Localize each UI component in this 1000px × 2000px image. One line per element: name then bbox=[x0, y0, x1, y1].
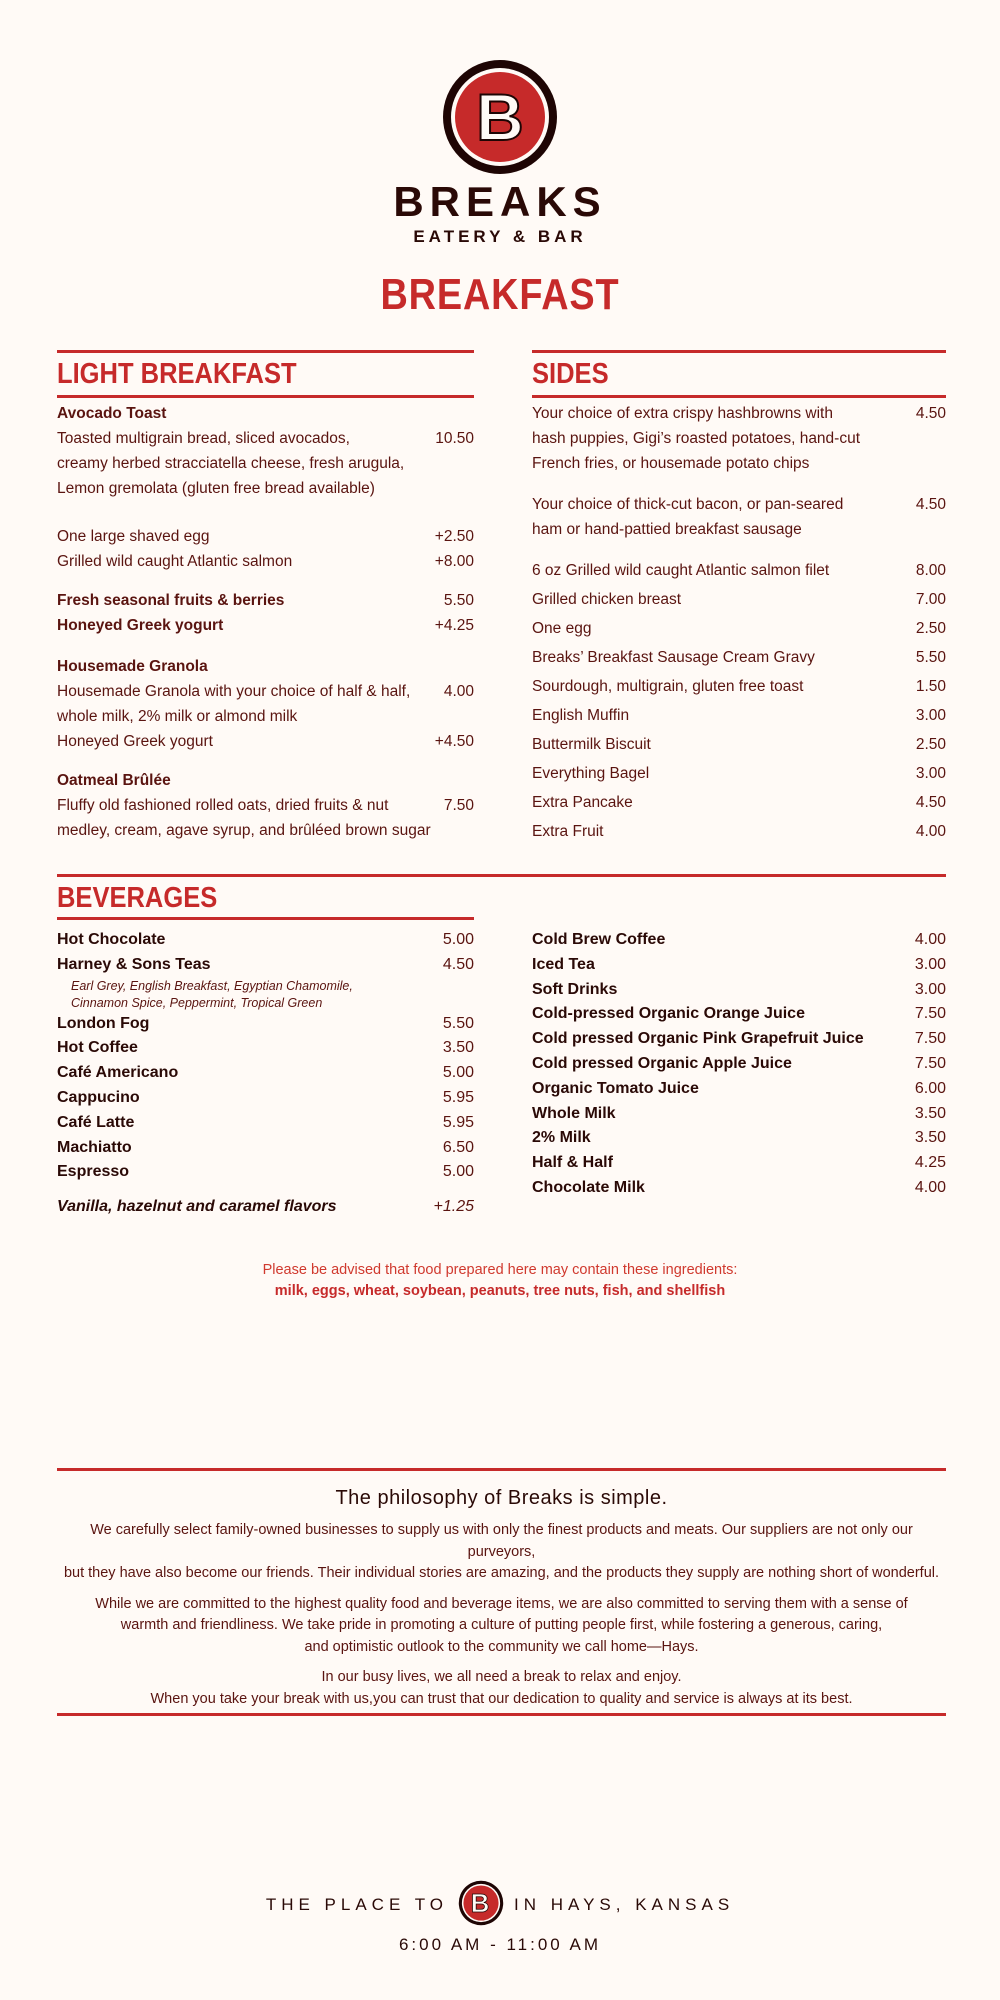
side-item: Breaks’ Breakfast Sausage Cream Gravy 5.50 bbox=[532, 649, 946, 666]
beverage-item: Cold pressed Organic Pink Grapefruit Juice 7.50 bbox=[532, 1030, 946, 1048]
side-item: English Muffin 3.00 bbox=[532, 707, 946, 724]
beverage-item: London Fog 5.50 bbox=[57, 1014, 474, 1032]
flavors-addon: Vanilla, hazelnut and caramel flavors +1.25 bbox=[57, 1198, 474, 1216]
footer-tagline: THE PLACE TO B IN HAYS, KANSAS bbox=[0, 1880, 1000, 1931]
side-item: Extra Pancake 4.50 bbox=[532, 794, 946, 811]
logo-letter: B bbox=[476, 80, 524, 154]
side-item: Sourdough, multigrain, gluten free toast 1.50 bbox=[532, 678, 946, 695]
beverage-item: Cold-pressed Organic Orange Juice 7.50 bbox=[532, 1005, 946, 1023]
menu-item: Toasted multigrain bread, sliced avocados, creamy herbed stracciatella cheese, fresh arugula, Lemon gremolata (gluten free bread available) 10.50 bbox=[57, 426, 474, 501]
philosophy-title: The philosophy of Breaks is simple. bbox=[335, 1487, 668, 1509]
beverage-item: Half & Half 4.25 bbox=[532, 1154, 946, 1172]
item-price: 10.50 bbox=[435, 430, 474, 447]
menu-item: Housemade Granola with your choice of half & half, whole milk, 2% milk or almond milk 4.00 bbox=[57, 683, 474, 725]
beverage-item: Hot Coffee 3.50 bbox=[57, 1039, 474, 1057]
side-item: Everything Bagel 3.00 bbox=[532, 765, 946, 782]
philosophy-block bbox=[57, 1487, 946, 1710]
beverage-item: Hot Chocolate 5.00 bbox=[57, 931, 474, 948]
beverage-item: Cappucino 5.95 bbox=[57, 1088, 474, 1106]
beverage-item: Espresso 5.00 bbox=[57, 1163, 474, 1181]
beverage-item: 2% Milk 3.50 bbox=[532, 1129, 946, 1147]
side-item: 6 oz Grilled wild caught Atlantic salmon filet 8.00 bbox=[532, 562, 946, 579]
section-heading: BEVERAGES bbox=[57, 874, 946, 917]
philosophy-paragraph: While we are committed to the highest quality food and beverage items, we are also committed to serving them with a sense of warmth and friendliness. We take pride in promoting a culture of putting people first, while fostering a generous, caring, and optimistic outlook to the community we call home—Hays. bbox=[95, 1595, 908, 1655]
side-item: Your choice of extra crispy hashbrowns with hash puppies, Gigi’s roasted potatoes, hand-cut French fries, or housemade potato chips 4.50 bbox=[532, 405, 946, 472]
menu-item: Fresh seasonal fruits & berries 5.50 bbox=[57, 592, 474, 609]
divider bbox=[57, 1468, 946, 1471]
beverage-item: Organic Tomato Juice 6.00 bbox=[532, 1079, 946, 1097]
menu-item: Fluffy old fashioned rolled oats, dried fruits & nut medley, cream, agave syrup, and brûléed brown sugar 7.50 bbox=[57, 797, 474, 839]
addon-item: Grilled wild caught Atlantic salmon +8.00 bbox=[57, 553, 474, 570]
brand-name: BREAKS bbox=[393, 178, 607, 225]
page-title: BREAKFAST bbox=[380, 270, 620, 319]
beverage-item: Chocolate Milk 4.00 bbox=[532, 1178, 946, 1196]
allergen-list: milk, eggs, wheat, soybean, peanuts, tree nuts, fish, and shellfish bbox=[274, 1283, 726, 1299]
item-title: Avocado Toast bbox=[57, 405, 167, 422]
breaks-logo bbox=[441, 58, 559, 176]
side-item: Grilled chicken breast 7.00 bbox=[532, 591, 946, 608]
beverage-item: Soft Drinks 3.00 bbox=[532, 980, 946, 998]
svg-text:B: B bbox=[470, 1889, 492, 1918]
item-title: Oatmeal Brûlée bbox=[57, 772, 171, 789]
item-title: Housemade Granola bbox=[57, 658, 208, 675]
brand-subtitle: EATERY & BAR bbox=[413, 227, 587, 246]
side-item: One egg 2.50 bbox=[532, 620, 946, 637]
beverage-item: Café Americano 5.00 bbox=[57, 1064, 474, 1082]
addon-item: Honeyed Greek yogurt +4.50 bbox=[57, 733, 474, 750]
beverage-item: Whole Milk 3.50 bbox=[532, 1104, 946, 1122]
beverages-right-list bbox=[532, 928, 946, 1201]
beverage-item: Harney & Sons Teas 4.50 bbox=[57, 955, 474, 973]
tea-varieties-note: Earl Grey, English Breakfast, Egyptian Chamomile, Cinnamon Spice, Peppermint, Tropical Green bbox=[71, 978, 353, 1010]
beverage-item: Cold Brew Coffee 4.00 bbox=[532, 931, 946, 948]
side-item: Extra Fruit 4.00 bbox=[532, 823, 946, 840]
beverage-item: Café Latte 5.95 bbox=[57, 1113, 474, 1131]
section-heading: SIDES bbox=[532, 350, 946, 398]
beverages-section bbox=[57, 874, 946, 920]
side-item: Your choice of thick-cut bacon, or pan-seared ham or hand-pattied breakfast sausage 4.50 bbox=[532, 496, 946, 538]
addon-item: One large shaved egg +2.50 bbox=[57, 528, 474, 545]
hours: 6:00 AM - 11:00 AM bbox=[398, 1935, 602, 1954]
menu-item: Honeyed Greek yogurt +4.25 bbox=[57, 617, 474, 634]
beverage-item: Machiatto 6.50 bbox=[57, 1138, 474, 1156]
side-item: Buttermilk Biscuit 2.50 bbox=[532, 736, 946, 753]
beverage-item: Iced Tea 3.00 bbox=[532, 955, 946, 973]
sides-section bbox=[532, 350, 946, 844]
divider bbox=[57, 1713, 946, 1716]
beverage-item: Cold pressed Organic Apple Juice 7.50 bbox=[532, 1054, 946, 1072]
philosophy-paragraph: We carefully select family-owned businesses to supply us with only the finest products and meats. Our suppliers are not only our purveyors, but they have also become our friends. Their individual stories are amazing, and the products they supply are nothing short of wonderful. bbox=[63, 1522, 940, 1581]
light-breakfast-section bbox=[57, 350, 474, 843]
philosophy-paragraph: In our busy lives, we all need a break to relax and enjoy. When you take your break with us,you can trust that our dedication to quality and service is always at its best. bbox=[150, 1669, 853, 1707]
beverages-left-list bbox=[57, 928, 474, 1220]
allergen-notice: Please be advised that food prepared here may contain these ingredients: bbox=[262, 1262, 738, 1278]
breaks-logo-small bbox=[458, 1880, 504, 1926]
section-heading: LIGHT BREAKFAST bbox=[57, 350, 474, 398]
